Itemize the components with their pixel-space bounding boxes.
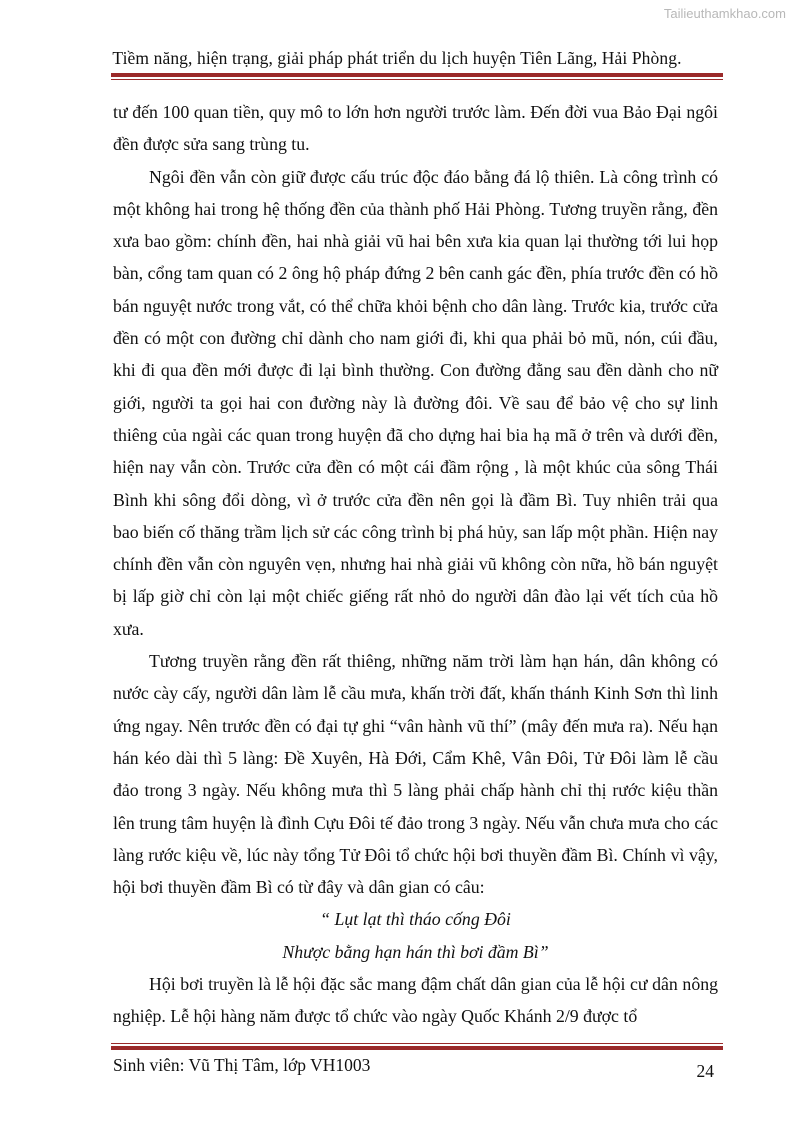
page-number: 24	[696, 1061, 714, 1081]
paragraph-continued: tư đến 100 quan tiền, quy mô to lớn hơn người trước làm. Đến đời vua Bảo Đại ngôi đền được sửa sang trùng tu.	[113, 102, 718, 155]
quote-line-2: Nhược bằng hạn hán thì bơi đầm Bì”	[282, 941, 549, 962]
paragraph: Tương truyền rằng đền rất thiêng, những năm trời làm hạn hán, dân không có nước cày cấy, người dân làm lễ cầu mưa, khấn trời đất, khấn thánh Kinh Sơn thì linh ứng ngay. Nên trước đền có đại tự ghi “vân hành vũ thí” (mây đến mưa ra). Nếu hạn hán kéo dài thì 5 làng: Đề Xuyên, Hà Đới, Cẩm Khê, Vân Đôi, Tử Đôi làm lễ cầu đảo trong 3 ngày. Nếu không mưa thì 5 làng phải chấp hành chỉ thị rước kiệu thần lên trung tâm huyện là đình Cựu Đôi tế đảo trong 3 ngày. Nếu vẫn chưa mưa cho các làng rước kiệu về, lúc này tổng Tử Đôi tổ chức hội bơi thuyền đầm Bì. Chính vì vậy, hội bơi thuyền đầm Bì có từ đây và dân gian có câu:	[113, 651, 718, 898]
paragraph: Hội bơi truyền là lễ hội đặc sắc mang đậm chất dân gian của lễ hội cư dân nông nghiệp. Lễ hội hàng năm được tổ chức vào ngày Quốc Khánh 2/9 được tổ	[113, 974, 718, 1027]
running-header: Tiềm năng, hiện trạng, giải pháp phát triển du lịch huyện Tiên Lãng, Hải Phòng.	[112, 48, 682, 68]
watermark: Tailieuthamkhao.com	[663, 6, 786, 21]
footer-rule-thin	[111, 1043, 723, 1044]
footer-rule-thick	[111, 1046, 723, 1050]
footer-student: Sinh viên: Vũ Thị Tâm, lớp VH1003	[113, 1055, 371, 1075]
paragraph: Ngôi đền vẫn còn giữ được cấu trúc độc đáo bằng đá lộ thiên. Là công trình có một không hai trong hệ thống đền của thành phố Hải Phòng. Tương truyền rằng, đền xưa bao gồm: chính đền, hai nhà giải vũ hai bên xưa kia quan lại thường tới lui họp bàn, cổng tam quan có 2 ông hộ pháp đứng 2 bên canh gác đền, phía trước đền có hồ bán nguyệt nước trong vắt, có thể chữa khỏi bệnh cho dân làng. Trước kia, trước cửa đền có một con đường chỉ dành cho nam giới đi, khi qua phải bỏ mũ, nón, cúi đầu, khi đi qua đền mới được đi lại bình thường. Con đường đằng sau đền dành cho nữ giới, người ta gọi hai con đường này là đường đôi. Về sau để bảo vệ cho sự linh thiêng của ngài các quan trong huyện đã cho dựng hai bia hạ mã ở trên và dưới đền, hiện nay vẫn còn. Trước cửa đền có một cái đầm rộng , là một khúc của sông Thái Bình khi sông đổi dòng, vì ở trước cửa đền nên gọi là đầm Bì. Tuy nhiên trải qua bao biến cố thăng trầm lịch sử các công trình bị phá hủy, san lấp một phần. Hiện nay chính đền vẫn còn nguyên vẹn, nhưng hai nhà giải vũ không còn nữa, hồ bán nguyệt bị lấp giờ chỉ còn lại một chiếc giếng rất nhỏ do người dân đào lại vết tích của hồ xưa.	[113, 166, 718, 639]
quote-line-1: “ Lụt lạt thì tháo cống Đôi	[320, 909, 511, 930]
body-text	[113, 96, 718, 1033]
header-rule-thin	[111, 79, 723, 80]
header-rule-thick	[111, 73, 723, 77]
